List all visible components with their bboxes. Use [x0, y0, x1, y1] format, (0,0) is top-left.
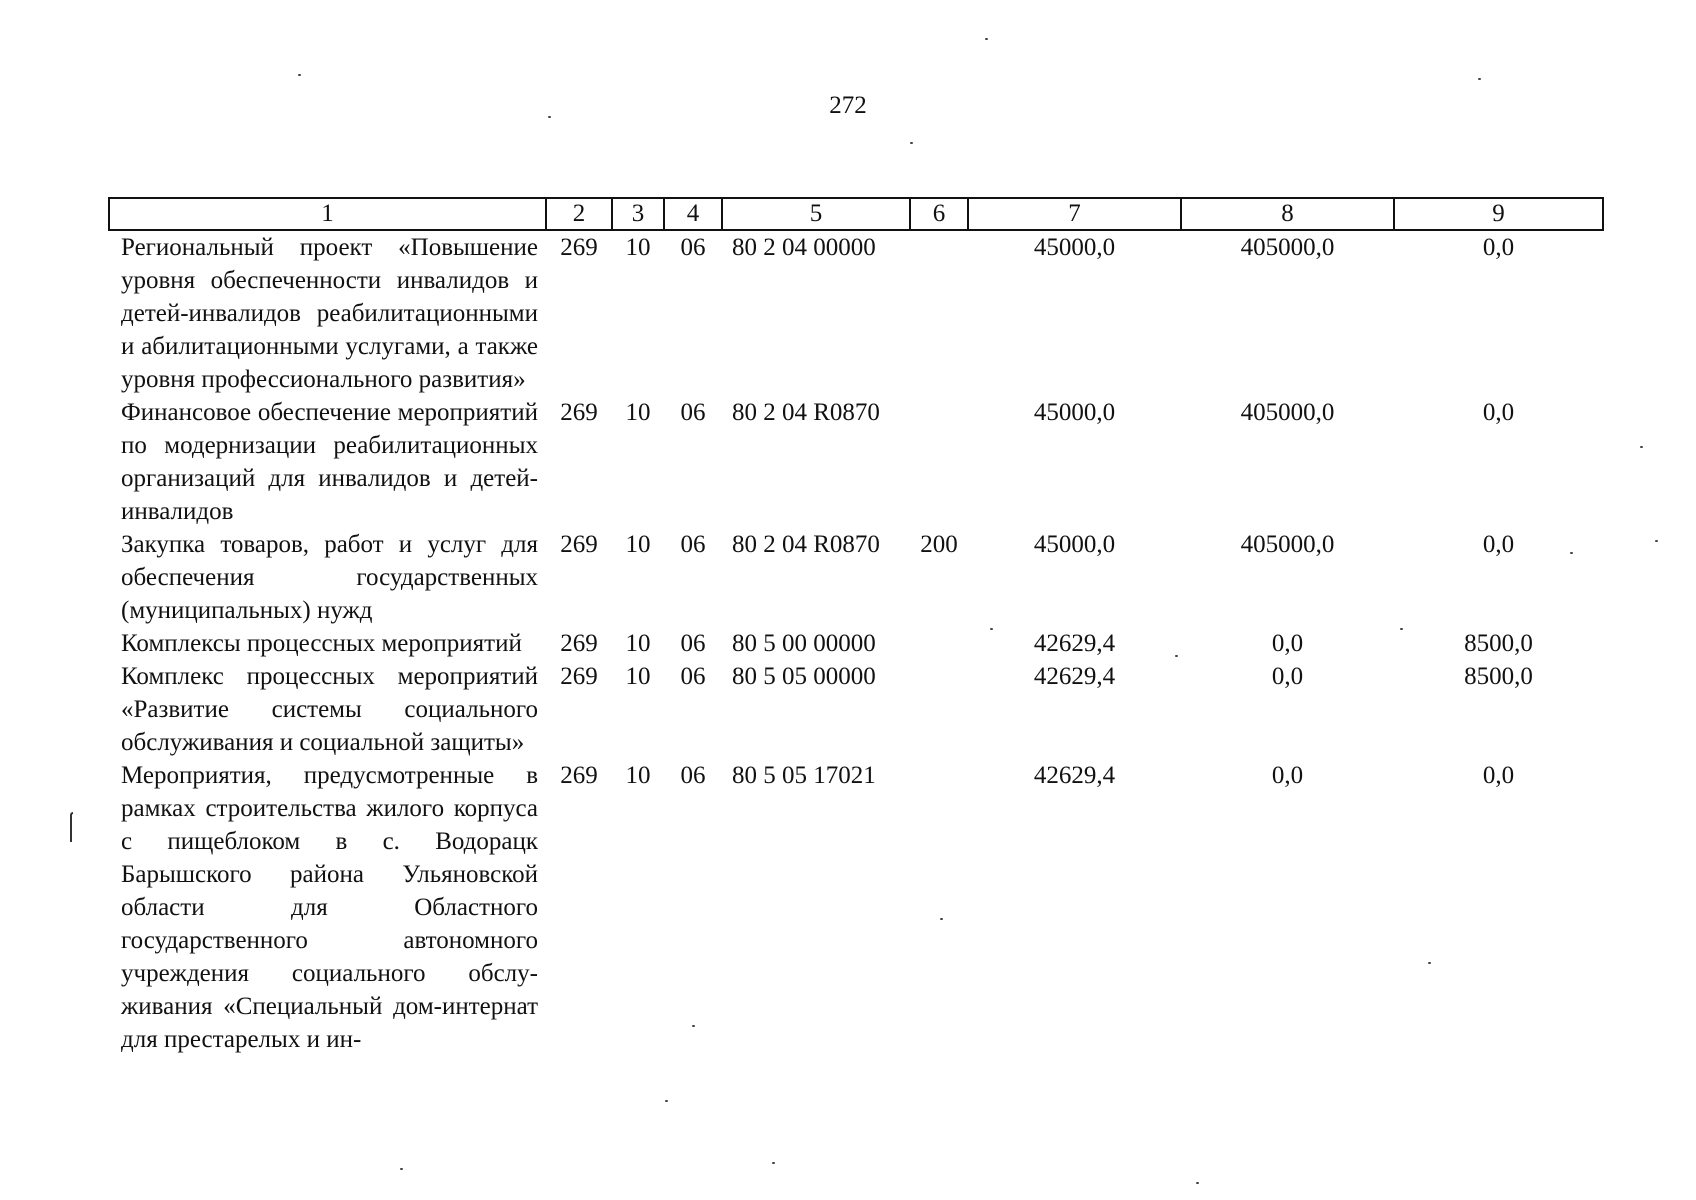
scan-speck — [940, 918, 943, 920]
row-col-5: 80 2 04 R0870 — [732, 399, 880, 426]
row-col-5: 80 5 00 00000 — [732, 630, 876, 657]
row-col-7: 45000,0 — [1033, 234, 1116, 261]
table-row — [109, 627, 1603, 660]
row-col-7: 45000,0 — [1033, 399, 1116, 426]
row-col-4: 06 — [680, 663, 706, 690]
column-header-2: 2 — [546, 198, 612, 230]
row-col-6 — [910, 230, 968, 396]
scan-speck — [692, 1025, 695, 1027]
row-col-9: 8500,0 — [1464, 630, 1533, 657]
row-col-8: 405000,0 — [1240, 531, 1335, 558]
scan-speck — [985, 38, 988, 40]
scan-speck — [665, 1100, 668, 1102]
row-col-7: 42629,4 — [1033, 663, 1116, 690]
row-col-9: 0,0 — [1482, 399, 1515, 426]
row-name: Мероприятия, предусмотренные в рамках строительства жилого корпуса с пищеблоком в с. Водорацк Барышского района Ульяновской области для Областного государственного автономного учреждения социального обслуживания «Специальный дом-интернат для престарелых и ин- — [121, 762, 538, 1053]
column-header-7: 7 — [968, 198, 1181, 230]
row-col-6 — [910, 396, 968, 528]
scan-speck — [1570, 552, 1573, 554]
row-col-3: 10 — [625, 630, 651, 657]
row-col-2: 269 — [560, 630, 598, 657]
scan-speck — [1175, 655, 1178, 657]
row-col-2: 269 — [560, 234, 598, 261]
row-col-5: 80 5 05 17021 — [732, 762, 876, 789]
row-col-8: 405000,0 — [1240, 234, 1335, 261]
row-col-4: 06 — [680, 762, 706, 789]
row-col-3: 10 — [625, 762, 651, 789]
scan-speck — [548, 116, 551, 118]
row-col-9: 0,0 — [1482, 762, 1515, 789]
scan-speck — [1196, 1182, 1199, 1184]
row-col-3: 10 — [625, 234, 651, 261]
row-col-7: 42629,4 — [1033, 630, 1116, 657]
budget-table — [108, 197, 1604, 1056]
scan-speck — [1478, 78, 1481, 80]
row-name: Комплекс процессных мероприятий «Развитие системы социального обслуживания и социальной защиты» — [121, 663, 538, 756]
scan-speck — [1400, 628, 1403, 630]
column-header-3: 3 — [612, 198, 664, 230]
row-col-3: 10 — [625, 663, 651, 690]
scan-speck — [910, 142, 913, 144]
scan-speck — [400, 1168, 403, 1170]
row-col-9: 0,0 — [1482, 531, 1515, 558]
row-col-3: 10 — [625, 531, 651, 558]
row-col-4: 06 — [680, 234, 706, 261]
row-col-2: 269 — [560, 399, 598, 426]
column-header-1: 1 — [109, 198, 546, 230]
scan-speck — [772, 1162, 775, 1164]
header-row — [109, 198, 1603, 230]
row-col-5: 80 5 05 00000 — [732, 663, 876, 690]
row-col-8: 0,0 — [1271, 630, 1304, 657]
row-col-4: 06 — [680, 630, 706, 657]
row-col-8: 0,0 — [1271, 762, 1304, 789]
row-col-9: 8500,0 — [1464, 663, 1533, 690]
row-col-4: 06 — [680, 399, 706, 426]
row-col-6 — [910, 660, 968, 759]
scan-speck — [1655, 540, 1658, 542]
table-row — [109, 660, 1603, 759]
row-col-6: 200 — [920, 531, 958, 558]
row-name: Региональный проект «Повышение уровня обеспеченности инвалидов и детей-инвалидов реабилитационными и абилитационными услугами, а также уровня профессионального развития» — [121, 234, 538, 393]
row-col-2: 269 — [560, 531, 598, 558]
row-name: Закупка товаров, работ и услуг для обеспечения государственных (муниципальных) нужд — [121, 531, 538, 624]
scan-speck — [1428, 962, 1431, 964]
table-row — [109, 230, 1603, 396]
table-header — [109, 198, 1603, 230]
row-col-5: 80 2 04 R0870 — [732, 531, 880, 558]
scan-speck — [298, 74, 301, 76]
row-col-5: 80 2 04 00000 — [732, 234, 876, 261]
page-number: 272 — [829, 92, 867, 119]
row-col-9: 0,0 — [1482, 234, 1515, 261]
row-col-7: 42629,4 — [1033, 762, 1116, 789]
row-col-8: 0,0 — [1271, 663, 1304, 690]
row-name: Комплексы процессных мероприятий — [121, 630, 522, 657]
margin-mark — [70, 812, 73, 842]
column-header-8: 8 — [1181, 198, 1394, 230]
table-body — [109, 230, 1603, 1056]
row-col-3: 10 — [625, 399, 651, 426]
row-col-4: 06 — [680, 531, 706, 558]
table-row — [109, 528, 1603, 627]
column-header-5: 5 — [722, 198, 910, 230]
row-col-8: 405000,0 — [1240, 399, 1335, 426]
column-header-4: 4 — [664, 198, 722, 230]
table-row — [109, 759, 1603, 1056]
column-header-6: 6 — [910, 198, 968, 230]
scan-speck — [990, 628, 993, 630]
row-col-6 — [910, 759, 968, 1056]
scan-speck — [1640, 446, 1643, 448]
row-col-6 — [910, 627, 968, 660]
row-col-2: 269 — [560, 762, 598, 789]
row-col-2: 269 — [560, 663, 598, 690]
row-col-7: 45000,0 — [1033, 531, 1116, 558]
table-row — [109, 396, 1603, 528]
column-header-9: 9 — [1394, 198, 1603, 230]
row-name: Финансовое обеспечение мероприятий по модернизации реабилитационных организаций для инвалидов и детей-инвалидов — [121, 399, 538, 525]
